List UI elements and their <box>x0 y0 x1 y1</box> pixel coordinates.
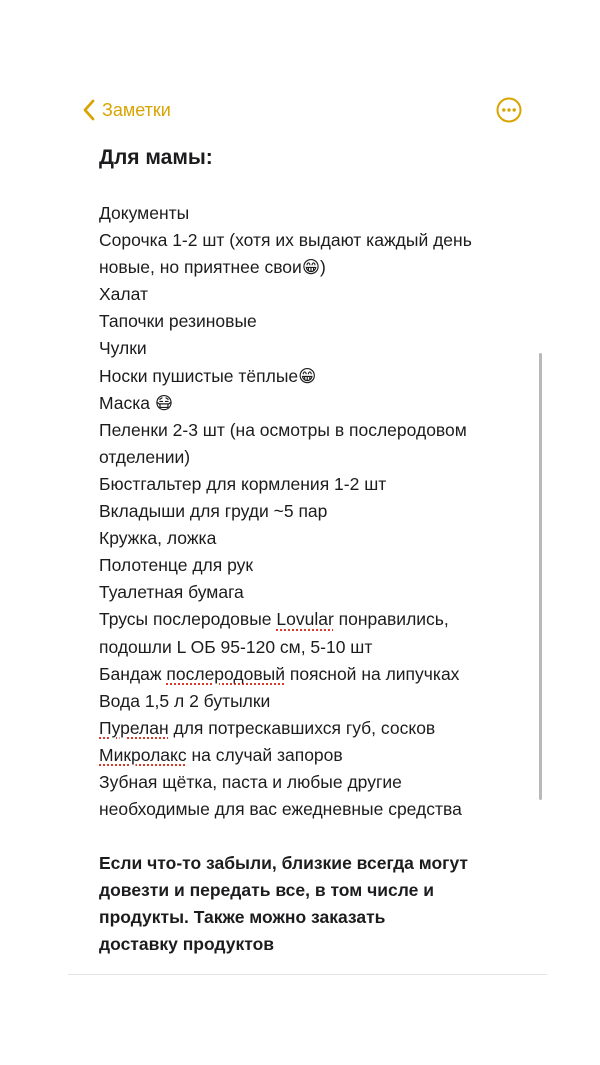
list-item-text: на случай запоров <box>186 744 343 765</box>
list-item: Документы <box>99 203 190 223</box>
note-body[interactable] <box>99 143 529 959</box>
list-item: Пеленки 2-3 шт (на осмотры в послеродовом <box>99 419 467 440</box>
list-item-text: поясной на липучках <box>284 663 460 684</box>
misspelled-word[interactable]: Lovular <box>276 609 334 630</box>
footer-note-line: доставку продуктов <box>99 934 275 955</box>
list-item-text: для потрескавшихся губ, сосков <box>168 717 436 738</box>
more-options-button[interactable] <box>496 97 522 123</box>
misspelled-word[interactable]: Пурелан <box>99 717 169 738</box>
list-item <box>99 742 529 769</box>
list-item-text: Бандаж <box>99 663 167 684</box>
list-item <box>99 715 529 742</box>
checklist <box>99 200 529 823</box>
footer-note-line: Если что-то забыли, близкие всегда могут <box>99 853 468 874</box>
list-item: Халат <box>99 284 148 305</box>
scrollbar[interactable] <box>539 353 542 800</box>
list-item: Носки пушистые тёплые😁 <box>99 365 317 386</box>
list-item: Полотенце для рук <box>99 555 254 576</box>
navigation-bar <box>68 86 547 134</box>
list-item: Бюстгальтер для кормления 1-2 шт <box>99 473 387 494</box>
back-button-label: Заметки <box>102 100 171 120</box>
note-card <box>68 86 547 975</box>
list-item: Туалетная бумага <box>99 582 244 603</box>
list-item-text: понравились, <box>333 609 449 630</box>
footer-note-line: довезти и передать все, в том числе и <box>99 880 434 901</box>
list-item: Чулки <box>99 338 147 359</box>
list-item: Сорочка 1-2 шт (хотя их выдают каждый день <box>99 230 472 251</box>
list-item: Тапочки резиновые <box>99 311 257 332</box>
misspelled-word[interactable]: Микролакс <box>99 744 187 765</box>
footer-note <box>99 850 529 958</box>
list-item: новые, но приятнее свои😁) <box>99 257 326 278</box>
chevron-left-icon <box>82 98 96 122</box>
list-item: необходимые для вас ежедневные средства <box>99 799 462 820</box>
ellipsis-circle-icon <box>496 97 522 123</box>
list-item: отделении) <box>99 446 191 467</box>
list-item: Маска 😷 <box>99 392 174 413</box>
footer-note-line: продукты. Также можно заказать <box>99 907 386 928</box>
list-item: подошли L ОБ 95-120 см, 5-10 шт <box>99 636 373 657</box>
list-item-text: Трусы послеродовые <box>99 609 277 630</box>
list-item: Вода 1,5 л 2 бутылки <box>99 690 271 711</box>
misspelled-word[interactable]: послеродовый <box>166 663 285 684</box>
list-item: Зубная щётка, паста и любые другие <box>99 771 402 792</box>
back-button[interactable] <box>82 96 171 124</box>
list-item: Кружка, ложка <box>99 528 217 549</box>
list-item <box>99 606 529 633</box>
list-item: Вкладыши для груди ~5 пар <box>99 501 328 522</box>
note-title: Для мамы: <box>99 146 213 169</box>
list-item <box>99 661 529 688</box>
